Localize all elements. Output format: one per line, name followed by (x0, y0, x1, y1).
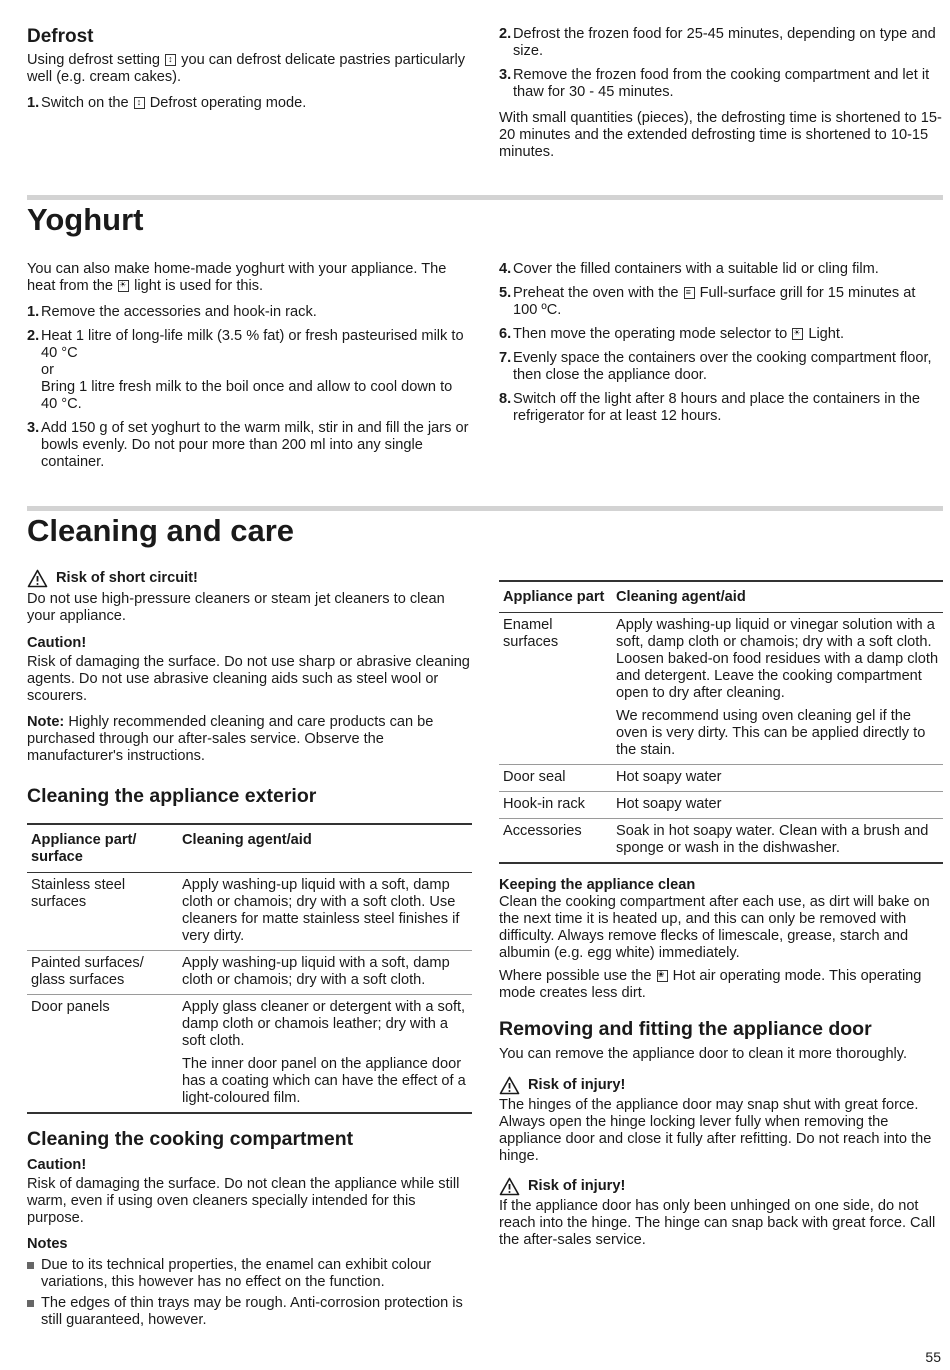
door-heading: Removing and fitting the appliance door (499, 1018, 872, 1040)
warning-triangle-icon (499, 1076, 520, 1095)
table-row: Door panels Apply glass cleaner or detergent with a soft, damp cloth or chamois leather; dry with a soft cloth. The inner door panel on the appliance door has a coating which can have the effect of a light-coloured film. (27, 995, 472, 1114)
grill-symbol-icon (684, 287, 695, 299)
hot-air-symbol-icon (657, 970, 668, 982)
yoghurt-heading: Yoghurt (27, 202, 144, 237)
caution-text: Risk of damaging the surface. Do not use sharp or abrasive cleaning agents. Do not use abrasive cleaning aids such as steel wool or scourers. (27, 654, 470, 704)
list-item: Due to its technical properties, the enamel can exhibit colour variations, this however has no effect on the function. (27, 1257, 472, 1291)
door-intro: You can remove the appliance door to clean it more thoroughly. (499, 1046, 908, 1062)
yoghurt-step-3: 3. Add 150 g of set yoghurt to the warm milk, stir in and fill the jars or bowls evenly. Do not pour more than 200 ml into any single container. (27, 420, 469, 470)
column-header: Appliance part/ surface (31, 832, 137, 865)
table-row: Enamel surfaces Apply washing-up liquid or vinegar solution with a soft, damp cloth or chamois; dry with a soft cloth. Loosen baked-on food residues with a damp cloth and detergent. Leave the cooking compartment open to dry after cleaning. We recommend using oven cleaning gel if the oven is very dirty. This can be applied directly to the stain. (499, 613, 943, 765)
column-header: Cleaning agent/aid (182, 832, 312, 848)
yoghurt-step-5: 5. Preheat the oven with the ≡ Full-surface grill for 15 minutes at 100 ºC. (499, 285, 943, 319)
column-header: Appliance part (503, 589, 605, 605)
light-symbol-icon (118, 280, 129, 292)
note-paragraph: Note: Highly recommended cleaning and care products can be purchased through our after-sales service. Observe the manufacturer's instructions. (27, 714, 434, 764)
yoghurt-step-4: 4. Cover the filled containers with a suitable lid or cling film. (499, 261, 879, 277)
table-row: Accessories Soak in hot soapy water. Clean with a brush and sponge or wash in the dishwasher. (499, 819, 943, 864)
table-row: Door seal Hot soapy water (499, 765, 943, 792)
yoghurt-intro: You can also make home-made yoghurt with your appliance. The heat from the ☀ light is used for this. (27, 261, 472, 295)
risk-injury-1-text: The hinges of the appliance door may snap shut with great force. Always open the hinge locking lever fully when removing the appliance door and close it fully after refitting. Do not reach into the hinge. (499, 1097, 932, 1164)
defrost-section (27, 26, 472, 112)
list-item: The edges of thin trays may be rough. Anti-corrosion protection is still guaranteed, however. (27, 1295, 472, 1329)
exterior-table (27, 823, 472, 1114)
hotair-paragraph: Where possible use the ❀ Hot air operating mode. This operating mode creates less dirt. (499, 968, 943, 1002)
table-header-row (499, 581, 943, 613)
table-row: Painted surfaces/ glass surfaces Apply washing-up liquid with a soft, damp cloth or chamois; dry with a soft cloth. (27, 951, 472, 995)
defrost-symbol-icon (134, 97, 145, 109)
defrost-steps-right (499, 26, 943, 161)
page-number: 55 (925, 1349, 941, 1365)
defrost-note: With small quantities (pieces), the defrosting time is shortened to 15-20 minutes and the extended defrosting time is shortened to 10-15 minutes. (499, 110, 942, 160)
table-row: Stainless steel surfaces Apply washing-up liquid with a soft, damp cloth or chamois; dry with a soft cloth. Use cleaners for matte stainless steel finishes if very dirty. (27, 873, 472, 951)
yoghurt-step-2: 2. Heat 1 litre of long-life milk (3.5 % fat) or fresh pasteurised milk to 40 °C or Bring 1 litre fresh milk to the boil once and allow to cool down to 40 °C. (27, 328, 464, 412)
keeping-text: Clean the cooking compartment after each use, as dirt will bake on the next time it is heated up, and this can only be removed with difficulty. Always remove flecks of limescale, grease, starch and albumin (e.g. egg white) immediately. (499, 894, 930, 961)
compartment-caution-text: Risk of damaging the surface. Do not clean the appliance while still warm, even if using oven cleaners specially intended for this purpose. (27, 1176, 460, 1226)
table-header-row (27, 824, 472, 873)
section-divider (27, 195, 943, 200)
cleaning-left (27, 569, 472, 1329)
notes-label: Notes (27, 1236, 68, 1252)
warning-triangle-icon (27, 569, 48, 588)
risk-injury-2-text: If the appliance door has only been unhinged on one side, do not reach into the hinge. The hinge can snap back with great force. Call the after-sales service. (499, 1198, 936, 1248)
defrost-step-3: 3. Remove the frozen food from the cooking compartment and let it thaw for 30 - 45 minutes. (499, 67, 930, 100)
bullet-square-icon (27, 1262, 34, 1269)
parts-table (499, 580, 943, 864)
compartment-heading: Cleaning the cooking compartment (27, 1128, 354, 1150)
risk-injury-1: Risk of injury! (499, 1076, 943, 1095)
section-divider (27, 506, 943, 511)
cleaning-heading: Cleaning and care (27, 513, 295, 548)
yoghurt-step-6: 6. Then move the operating mode selector to ☀ Light. (499, 326, 943, 343)
exterior-heading: Cleaning the appliance exterior (27, 785, 317, 807)
warning-triangle-icon (499, 1177, 520, 1196)
defrost-symbol-icon (165, 54, 176, 66)
defrost-intro: Using defrost setting ↕ you can defrost delicate pastries particularly well (e.g. cream cakes). (27, 52, 472, 86)
defrost-step-2: 2. Defrost the frozen food for 25-45 minutes, depending on type and size. (499, 26, 936, 59)
keeping-heading: Keeping the appliance clean (499, 877, 696, 893)
risk-injury-2: Risk of injury! (499, 1177, 943, 1196)
table-row: Hook-in rack Hot soapy water (499, 792, 943, 819)
caution-label: Caution! (27, 635, 87, 651)
column-header: Cleaning agent/aid (616, 589, 746, 605)
defrost-heading: Defrost (27, 26, 94, 47)
light-symbol-icon (792, 328, 803, 340)
compartment-caution-label: Caution! (27, 1157, 87, 1173)
yoghurt-right (499, 261, 943, 425)
yoghurt-step-7: 7. Evenly space the containers over the cooking compartment floor, then close the appliance door. (499, 350, 932, 383)
cleaning-right (499, 580, 943, 1249)
risk-short-circuit-text: Do not use high-pressure cleaners or steam jet cleaners to clean your appliance. (27, 591, 445, 624)
bullet-square-icon (27, 1300, 34, 1307)
yoghurt-step-1: 1. Remove the accessories and hook-in rack. (27, 304, 317, 320)
defrost-step-1: 1. Switch on the ↕ Defrost operating mode. (27, 95, 472, 112)
risk-short-circuit: Risk of short circuit! (27, 569, 472, 588)
yoghurt-step-8: 8. Switch off the light after 8 hours and place the containers in the refrigerator for at least 12 hours. (499, 391, 920, 424)
yoghurt-left (27, 261, 472, 471)
